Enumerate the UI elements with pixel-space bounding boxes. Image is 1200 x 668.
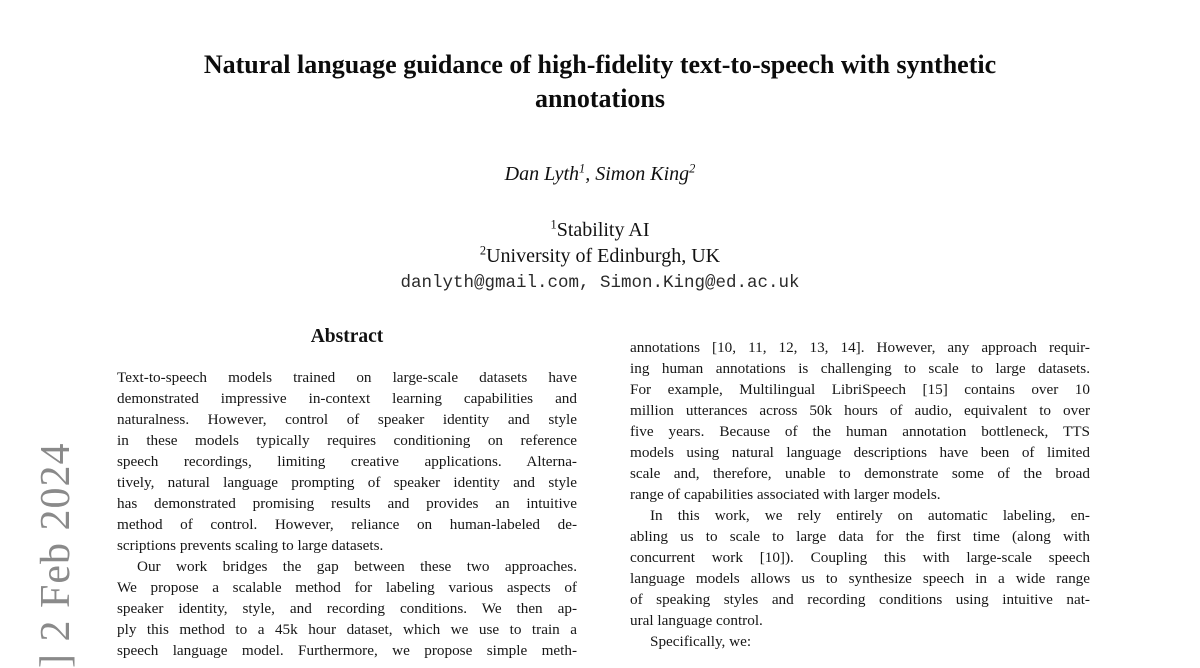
- authors-line: [0, 163, 1200, 186]
- text-line: has demonstrated promising results and provides an intuitive: [117, 493, 577, 514]
- text-line: Our work bridges the gap between these two approaches.: [117, 556, 577, 577]
- text-line: ural language control.: [630, 610, 1090, 631]
- affiliation-2: [0, 243, 1200, 269]
- text-line: in these models typically requires conditioning on reference: [117, 430, 577, 451]
- text-line: scriptions prevents scaling to large datasets.: [117, 535, 577, 556]
- text-line: of speaking styles and recording conditions using intuitive nat-: [630, 589, 1090, 610]
- text-line: method of control. However, reliance on human-labeled de-: [117, 514, 577, 535]
- text-line: ing human annotations is challenging to scale to large datasets.: [630, 358, 1090, 379]
- text-line: Text-to-speech models trained on large-scale datasets have: [117, 367, 577, 388]
- affiliations-block: [0, 217, 1200, 269]
- text-line: naturalness. However, control of speaker identity and style: [117, 409, 577, 430]
- text-line: In this work, we rely entirely on automatic labeling, en-: [630, 505, 1090, 526]
- text-line: For example, Multilingual LibriSpeech [15] contains over 10: [630, 379, 1090, 400]
- paper-title-line1: Natural language guidance of high-fidelity text-to-speech with synthetic: [0, 48, 1200, 82]
- text-line: speech language model. Furthermore, we propose simple meth-: [117, 640, 577, 661]
- text-line: demonstrated impressive in-context learning capabilities and: [117, 388, 577, 409]
- text-line: We propose a scalable method for labeling various aspects of: [117, 577, 577, 598]
- text-line: scale and, therefore, unable to demonstrate some of the broad: [630, 463, 1090, 484]
- text-line: million utterances across 50k hours of audio, equivalent to over: [630, 400, 1090, 421]
- text-line: speaker identity, style, and recording conditions. We then ap-: [117, 598, 577, 619]
- paper-title-line2: annotations: [0, 82, 1200, 116]
- paper-title: [0, 48, 1200, 116]
- author-name-1: Dan Lyth: [505, 163, 579, 185]
- arxiv-date-watermark: ] 2 Feb 2024: [32, 443, 80, 668]
- text-line: range of capabilities associated with larger models.: [630, 484, 1090, 505]
- author-emails: danlyth@gmail.com, Simon.King@ed.ac.uk: [0, 273, 1200, 293]
- text-line: speech recordings, limiting creative applications. Alterna-: [117, 451, 577, 472]
- affiliation-1: [0, 217, 1200, 243]
- left-column-text: [117, 367, 577, 661]
- text-line: ply this method to a 45k hour dataset, which we use to train a: [117, 619, 577, 640]
- text-line: five years. Because of the human annotation bottleneck, TTS: [630, 421, 1090, 442]
- affiliation-2-name: University of Edinburgh, UK: [486, 245, 720, 267]
- author-affil-marker-1: 1: [579, 161, 585, 175]
- text-line: annotations [10, 11, 12, 13, 14]. However, any approach requir-: [630, 337, 1090, 358]
- right-column-text: [630, 337, 1090, 652]
- text-line: Specifically, we:: [630, 631, 1090, 652]
- author-name-2: Simon King: [595, 163, 689, 185]
- affiliation-2-marker: 2: [480, 243, 486, 257]
- author-separator: ,: [585, 163, 595, 185]
- affiliation-1-name: Stability AI: [557, 219, 650, 241]
- text-line: models using natural language descriptions have been of limited: [630, 442, 1090, 463]
- affiliation-1-marker: 1: [551, 217, 557, 231]
- author-affil-marker-2: 2: [689, 161, 695, 175]
- text-line: language models allows us to synthesize speech in a wide range: [630, 568, 1090, 589]
- text-line: abling us to scale to large data for the first time (along with: [630, 526, 1090, 547]
- text-line: concurrent work [10]). Coupling this with large-scale speech: [630, 547, 1090, 568]
- abstract-heading: Abstract: [117, 326, 577, 348]
- text-line: tively, natural language prompting of speaker identity and style: [117, 472, 577, 493]
